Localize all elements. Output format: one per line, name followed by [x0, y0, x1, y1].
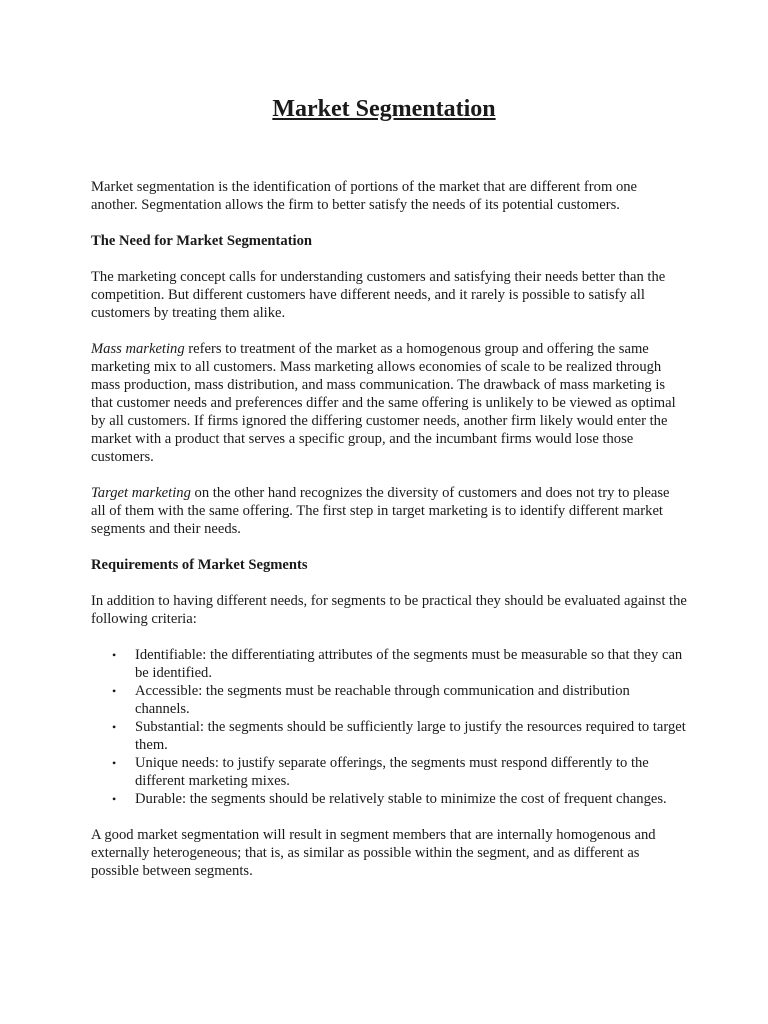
- paragraph-criteria-intro: In addition to having different needs, for segments to be practical they should be evaluated against the following criteria:: [91, 593, 687, 627]
- list-item: [112, 646, 687, 682]
- mass-marketing-text: refers to treatment of the market as a homogenous group and offering the same marketing mix to all customers. Mass marketing allows economies of scale to be realized through mass production, mass distribution, and mass communication. The drawback of mass marketing is that customer needs and preferences differ and the same offering is unlikely to be viewed as optimal by all customers. If firms ignored the differing customer needs, another firm likely would enter the market with a product that serves a specific group, and the incumbant firms would lose those customers.: [91, 341, 676, 465]
- section-heading-requirements: Requirements of Market Segments: [91, 557, 308, 573]
- bullet-icon: •: [112, 756, 117, 770]
- bullet-icon: •: [112, 720, 117, 734]
- list-item: [112, 754, 687, 790]
- criterion-text: Unique needs: to justify separate offerings, the segments must respond differently to the different marketing mixes.: [135, 755, 649, 789]
- criterion-text: Durable: the segments should be relatively stable to minimize the cost of frequent changes.: [135, 791, 667, 807]
- criterion-text: Substantial: the segments should be sufficiently large to justify the resources required to target them.: [135, 719, 686, 753]
- list-item: [112, 718, 687, 754]
- list-item: [112, 790, 687, 808]
- criteria-list: [91, 646, 687, 808]
- criterion-text: Identifiable: the differentiating attributes of the segments must be measurable so that they can be identified.: [135, 647, 683, 681]
- paragraph-marketing-concept: The marketing concept calls for understanding customers and satisfying their needs better than the competition. But different customers have different needs, and it rarely is possible to satisfy all customers by treating them alike.: [91, 269, 666, 321]
- term-mass-marketing: Mass marketing: [91, 341, 185, 357]
- intro-paragraph: Market segmentation is the identification of portions of the market that are different from one another. Segmentation allows the firm to better satisfy the needs of its potential customers.: [91, 179, 638, 213]
- paragraph-mass-marketing: [91, 340, 687, 466]
- section-heading-need: The Need for Market Segmentation: [91, 233, 313, 249]
- closing-paragraph: A good market segmentation will result in segment members that are internally homogenous and externally heterogeneous; that is, as similar as possible within the segment, and as different as possible between segments.: [91, 827, 656, 879]
- term-target-marketing: Target marketing: [91, 485, 191, 501]
- list-item: [112, 682, 687, 718]
- bullet-icon: •: [112, 648, 117, 662]
- bullet-icon: •: [112, 792, 117, 806]
- document-body: [91, 178, 687, 898]
- paragraph-target-marketing: [91, 484, 687, 538]
- target-marketing-text: on the other hand recognizes the diversity of customers and does not try to please all of them with the same offering. The first step in target marketing is to identify different market segments and their needs.: [91, 485, 670, 537]
- document-title: Market Segmentation: [272, 96, 496, 122]
- criterion-text: Accessible: the segments must be reachable through communication and distribution channels.: [135, 683, 630, 717]
- bullet-icon: •: [112, 684, 117, 698]
